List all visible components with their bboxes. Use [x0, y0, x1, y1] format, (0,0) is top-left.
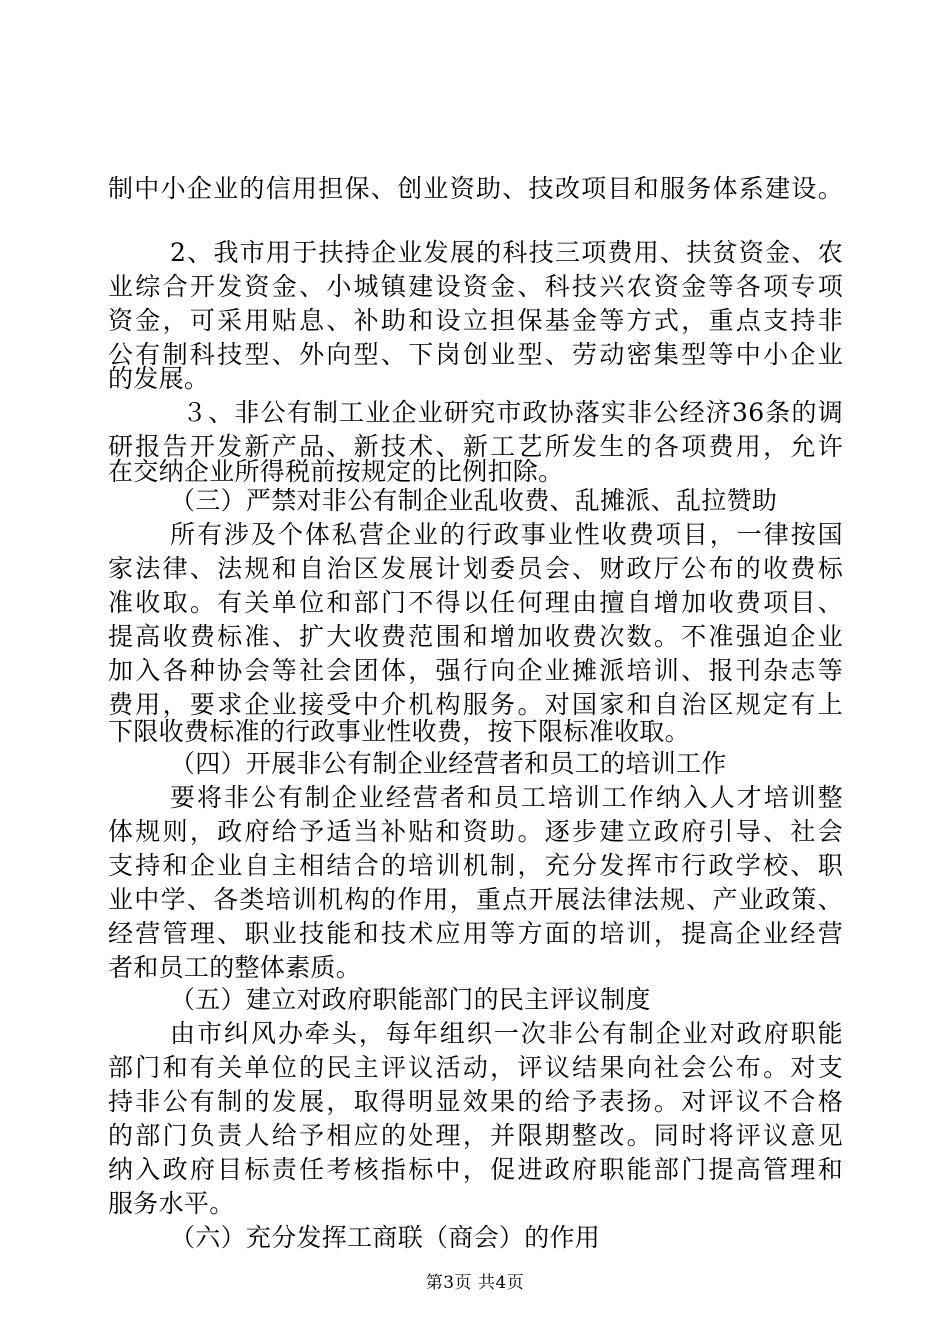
text-line: 业中学、各类培训机构的作用，重点开展法律法规、产业政策、: [108, 885, 843, 914]
section-heading: （四）开展非公有制企业经营者和员工的培训工作: [170, 749, 727, 778]
text-line: 服务水平。: [108, 1189, 235, 1218]
text-line: 准收取。有关单位和部门不得以任何理由擅自增加收费项目、: [108, 588, 843, 617]
text-line: 家法律、法规和自治区发展计划委员会、财政厅公布的收费标: [108, 554, 843, 583]
text-line: 加入各种协会等社会团体，强行向企业摊派培训、报刊杂志等: [108, 656, 843, 685]
text-line: 业综合开发资金、小城镇建设资金、科技兴农资金等各项专项: [108, 272, 843, 301]
text-line: 费用，要求企业接受中介机构服务。对国家和自治区规定有上: [108, 690, 843, 719]
text-line: 公有制科技型、外向型、下岗创业型、劳动密集型等中小企业: [108, 340, 843, 369]
text-line: 2、我市用于扶持企业发展的科技三项费用、扶贫资金、农: [170, 238, 843, 267]
text-line: 下限收费标准的行政事业性收费，按下限标准收取。: [108, 717, 690, 746]
text-line: 经营管理、职业技能和技术应用等方面的培训，提高企业经营: [108, 919, 843, 948]
page-footer: 第3页 共4页: [425, 1273, 525, 1293]
text-line: 的发展。: [108, 364, 210, 393]
text-line: 部门和有关单位的民主评议活动，评议结果向社会公布。对支: [108, 1053, 843, 1082]
text-line: 持非公有制的发展，取得明显效果的给予表扬。对评议不合格: [108, 1087, 843, 1116]
text-line: 在交纳企业所得税前按规定的比例扣除。: [108, 457, 564, 486]
text-line: 的部门负责人给予相应的处理，并限期整改。同时将评议意见: [108, 1121, 843, 1150]
text-line: 体规则，政府给予适当补贴和资助。逐步建立政府引导、社会: [108, 817, 843, 846]
section-heading: （三）严禁对非公有制企业乱收费、乱摊派、乱拉赞助: [170, 486, 778, 515]
text-line: 纳入政府目标责任考核指标中，促进政府职能部门提高管理和: [108, 1155, 843, 1184]
section-heading: （六）充分发挥工商联（商会）的作用: [170, 1223, 601, 1252]
text-line: 提高收费标准、扩大收费范围和增加收费次数。不准强迫企业: [108, 622, 843, 651]
text-line: 要将非公有制企业经营者和员工培训工作纳入人才培训整: [170, 783, 843, 812]
text-line: 所有涉及个体私营企业的行政事业性收费项目，一律按国: [170, 520, 843, 549]
text-line: 制中小企业的信用担保、创业资助、技改项目和服务体系建设。: [108, 174, 843, 203]
text-line: 由市纠风办牵头，每年组织一次非公有制企业对政府职能: [170, 1019, 843, 1048]
text-line: 资金，可采用贴息、补助和设立担保基金等方式，重点支持非: [108, 306, 843, 335]
text-line: 支持和企业自主相结合的培训机制，充分发挥市行政学校、职: [108, 851, 843, 880]
section-heading: （五）建立对政府职能部门的民主评议制度: [170, 985, 651, 1014]
text-line: ３、非公有制工业企业研究市政协落实非公经济36条的调: [182, 398, 843, 427]
text-line: 研报告开发新产品、新技术、新工艺所发生的各项费用，允许: [108, 432, 843, 461]
text-line: 者和员工的整体素质。: [108, 953, 362, 982]
